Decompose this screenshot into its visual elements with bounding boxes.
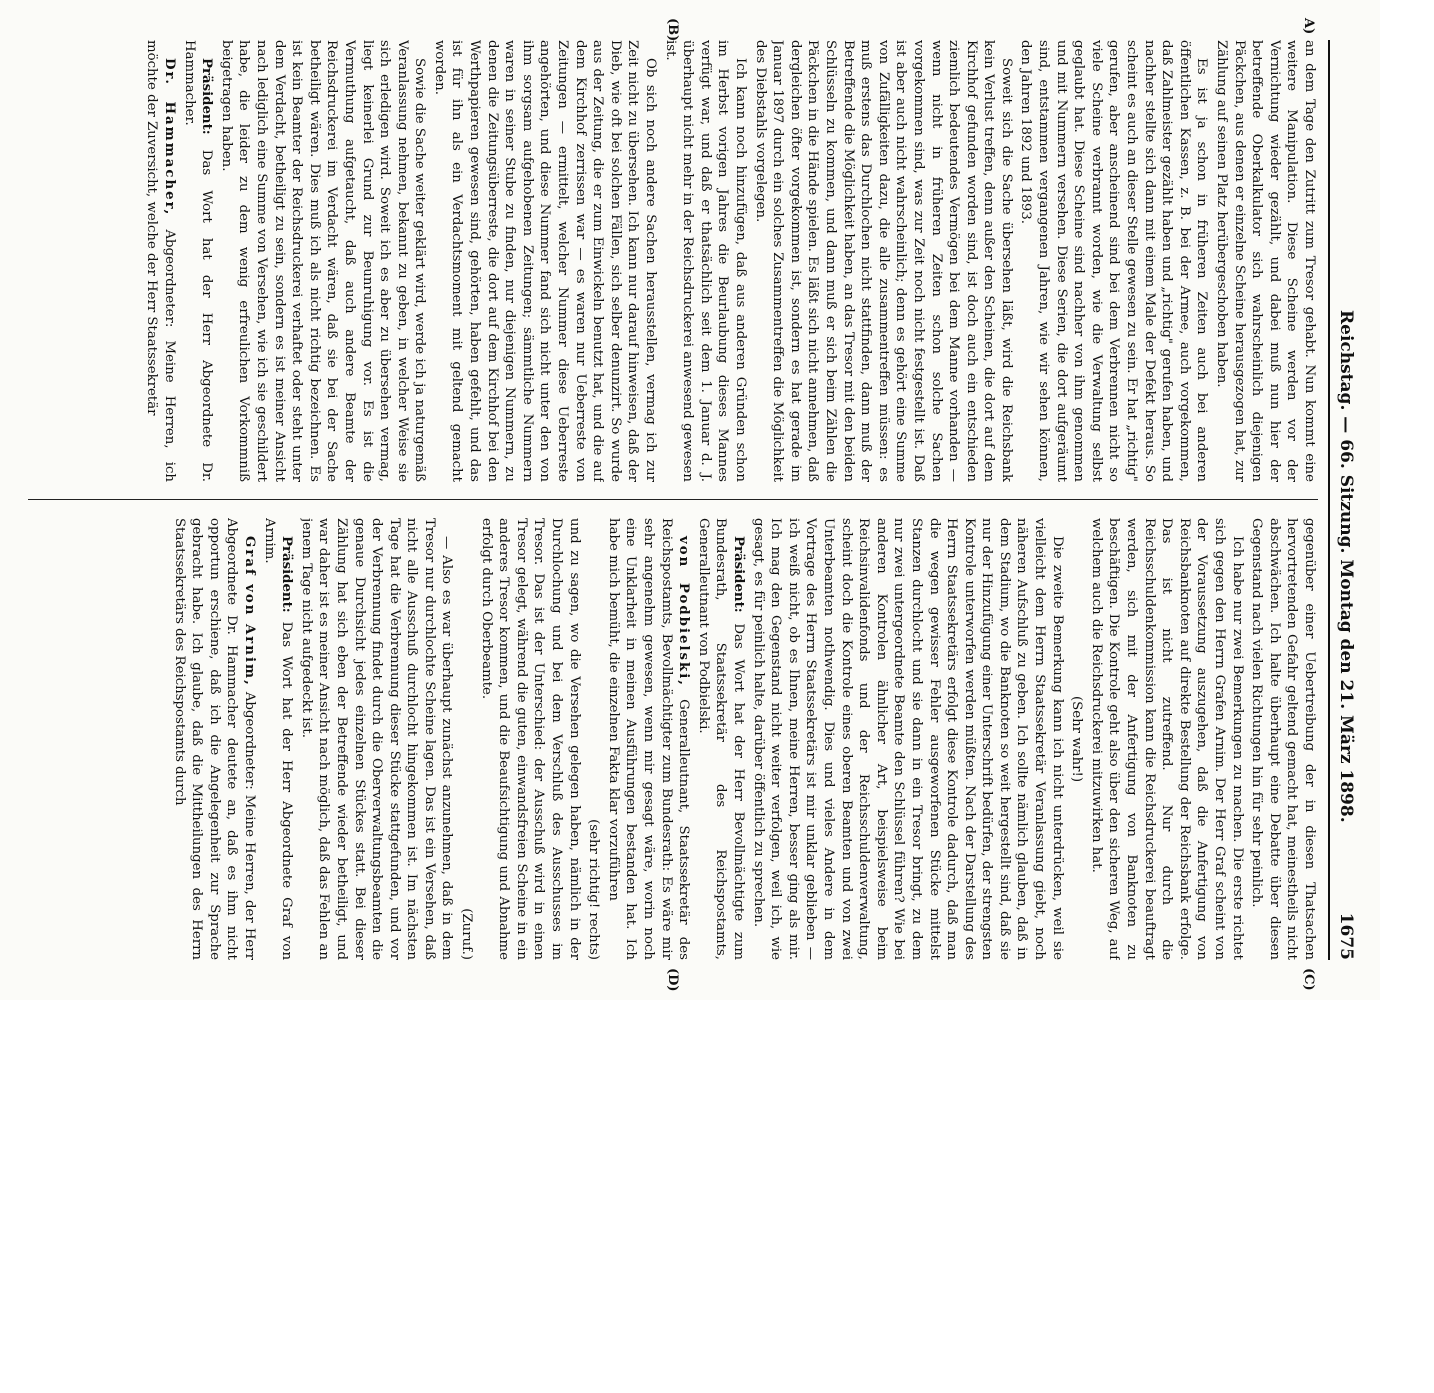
interjection: (sehr richtig! rechts) bbox=[586, 819, 602, 960]
speaker-role: Abgeordneter: bbox=[162, 229, 177, 328]
speaker-label: Graf von Arnim, bbox=[241, 536, 257, 687]
paragraph: Ob sich noch andere Sachen herausstellen, vermag ich zur Zeit nicht zu übersehen. Ich kann nur darauf hinweisen, daß der Dieb, wie oft bei solchen Fällen, sich selber denunzirt. So wurde aus der Zeitung, die er zum Einwickeln benutzt hat, und die auf dem Kirchhof zerrissen war — es waren nur Ueberreste von Zeitungen — ermittelt, welcher Nummer diese Ueberreste angehörten, und diese Nummer fand sich nicht unter den von ihm sorgsam aufgehobenen Zeitungen; sämmtliche Nummern waren in seiner Stube zu finden, nur diejenigen Nummern, zu denen die Zeitungsüberreste, die dort auf dem Kirchhof bei den Werthpapieren gewesen sind, gehörten, haben gefehlt, und das ist für ihn als ein Verdachtsmoment mit geltend gemacht worden. bbox=[431, 40, 659, 482]
speaker-turn bbox=[143, 40, 178, 482]
speech-text: Abgeordneter: Meine Herren, der Herr Abgeordnete Dr. Hammacher deutete an, daß es ihm nicht opportun erschiene, daß ich die Angelegenheit zur Sprache gebracht habe. Ich glaube, daß die Mittheilungen des Herrn Staatssekretärs des Reichspostamts durch bbox=[171, 518, 257, 960]
paragraph: Ich habe nur zwei Bemerkungen zu machen. Die erste richtet sich gegen den Herrn Grafen Arnim. Der Herr Graf scheint von der Voraussetzung auszugehen, daß die Anfertigung von Reichsbanknoten auf direkte Bestellung der Reichsbank erfolge. Das ist nicht zutreffend. Nur durch die Reichsschuldenkommission kann die Reichsdruckerei beauftragt werden, sich mit der Anfertigung von Banknoten zu beschäftigen. Die Kontrole geht also über den sicheren Weg, auf welchem auch die Reichsdruckerei mitzuwirken hat. bbox=[1088, 518, 1245, 960]
speaker-turn bbox=[694, 518, 747, 960]
paragraph: und zu sagen, wo die Versehen gelegen haben, nämlich in der Durchlochung und bei dem Verschluß des Ausschusses im Tresor. Das ist der Unterschied: der Ausschuß wird in einen Tresor gelegt, während die guten, einwandsfreien Scheine in ein anderes Tresor kommen, und die Beaufsichtigung und Abnahme erfolgt durch Oberbeamte. bbox=[478, 518, 582, 960]
interjection: (Sehr wahr!) bbox=[1069, 695, 1085, 783]
margin-mark-a: A) bbox=[1301, 18, 1316, 35]
margin-mark-b: (B) bbox=[665, 18, 680, 42]
speaker-label: Präsident: bbox=[199, 58, 215, 135]
speaker-label: Dr. Hammacher, bbox=[162, 58, 177, 217]
speech-text: Generalleutnant, Staatssekretär des Reichspostamts, Bevollmächtigter zum Bundesrath: Es wäre mir sehr angenehm gewesen, wenn mir gesagt wäre, worin noch eine Unklarheit in meinen Ausführungen bestanden hat. Ich habe mich bemüht, die einzelnen Fakta klar vorzuführen bbox=[605, 518, 692, 960]
paragraph: an dem Tage den Zutritt zum Tresor gehabt. Nun kommt eine weitere Manipulation. Diese Scheine werden vor der Vernichtung wieder gezählt, und dabei muß nun hier der betreffende Oberkalkulator sich wahrscheinlich diejenigen Päckchen, aus denen er einzelne Scheine herausgezogen hat, zur Zählung auf seinen Platz herübergeschoben haben. bbox=[1214, 40, 1317, 482]
speech-text: Das Wort hat der Herr Abgeordnete Dr. Hammacher. bbox=[181, 40, 215, 482]
page-header bbox=[1332, 40, 1358, 960]
digitization-credit bbox=[0, 0, 20, 1000]
header-title: Reichstag. — 66. Sitzung. Montag den 21. März 1898. bbox=[1336, 310, 1356, 823]
speaker-turn bbox=[170, 518, 258, 960]
speaker-turn bbox=[180, 40, 215, 482]
speaker-label: Präsident: bbox=[731, 536, 746, 613]
speaker-label: von Podbielski, bbox=[676, 536, 692, 687]
speaker-label: Präsident: bbox=[279, 536, 295, 613]
paragraph: Ich kann noch hinzufügen, daß aus anderen Gründen schon im Herbst vorigen Jahres die Beurlaubung dieses Mannes verfügt war, und daß er thatsächlich seit dem 1. Januar d. J. überhaupt nicht mehr in der Reichsdruckerei anwesend gewesen ist. bbox=[662, 40, 748, 482]
speech-text: Das Wort hat der Herr Bevollmächtigte zum Bundesrath, Staatssekretär des Reichspostamts, Generalleutnant von Podbielski. bbox=[695, 518, 746, 960]
column-divider bbox=[28, 499, 1318, 500]
page-number: 1675 bbox=[1336, 912, 1356, 960]
paragraph: gegenüber einer Uebertreibung der in diesen Thatsachen hervortretenden Gefahr geltend gemacht hat, meinestheils nicht abschwächen. Ich halte überhaupt eine Debatte über diesen Gegenstand nach vielen Richtungen hin für sehr peinlich. bbox=[1249, 518, 1317, 960]
margin-mark-d: (D) bbox=[665, 968, 680, 992]
paragraph: Es ist ja schon in früheren Zeiten auch bei anderen öffentlichen Kassen, z. B. bei der Armee, auch vorgekommen, daß Zahlmeister gezählt haben und „richtig" gerufen haben, und nachher stellte sich dann mit einem Male der Defekt heraus. So scheint es auch an dieser Stelle gewesen zu sein. Er hat „richtig" gerufen, aber anscheinend sind bei dem Verbrennen nicht so viele Scheine verbrannt worden, wie die Verwaltung selbst geglaubt hat. Diese Scheine sind nachher von ihm genommen und mit Nummern versehen. Diese Serien, die dort aufgeräumt sind, entstammen vergangenen Jahren, wie wir sehen können, den Jahren 1892 und 1893. bbox=[1018, 40, 1210, 482]
paragraph: Soweit sich die Sache übersehen läßt, wird die Reichsbank kein Verlust treffen, denn außer den Scheinen, die dort auf dem Kirchhof gefunden worden sind, ist doch auch ein entschieden ziemlich bedeutendes Vermögen bei dem Manne vorhanden — wenn nicht in früheren Zeiten schon solche Sachen vorgekommen sind, was zur Zeit noch nicht festgestellt ist. Daß ist aber auch nicht wahrscheinlich; denn es gehört eine Summe von Zufälligkeiten dazu, die alle zusammentreffen müssen: es muß erstens das Durchlochen nicht stattfinden, dann muß der Betreffende die Möglichkeit haben, an das Tresor mit den beiden Schlüsseln zu kommen, und dann muß er sich beim Zählen die Päckchen in die Hände spielen. Es läßt sich nicht annehmen, daß dergleichen öfter vorgekommen ist, sondern es hat gerade im Januar 1897 durch ein solches Zusammentreffen die Möglichkeit des Diebstahls vorgelegen. bbox=[752, 40, 1014, 482]
paragraph: Sowie die Sache weiter geklärt wird, werde ich ja naturgemäß Veranlassung nehmen, bekannt zu geben, in welcher Weise sie sich erledigen wird. Soweit ich es aber zu übersehen vermag, liegt keinerlei Grund zur Beunruhigung vor. Es ist die Vermuthung aufgetaucht, daß auch andere Beamte der Reichsdruckerei im Verdacht wären, daß sie bei der Sache betheiligt wären. Dies muß ich als nicht richtig bezeichnen. Es ist kein Beamter der Reichsdruckerei verhaftet oder steht unter dem Verdacht, betheiligt zu sein, sondern es ist meiner Ansicht nach lediglich eine Summe von Versehen, wie ich sie geschildert habe, die leider zu dem wenig erfreulichen Vorkommniß beigetragen haben. bbox=[218, 40, 428, 482]
right-column bbox=[28, 518, 1318, 960]
speaker-turn bbox=[260, 518, 295, 960]
header-rule bbox=[1328, 40, 1330, 960]
speaker-turn bbox=[604, 518, 692, 960]
paragraph: Die zweite Bemerkung kann ich nicht unterdrücken, weil sie vielleicht dem Herrn Staatssekretär Veranlassung giebt, noch näheren Aufschluß zu geben. Ich sollte nämlich glauben, daß in dem Stadium, wo die Banknoten so weit hergestellt sind, daß sie nur der Hinzufügung einer Unterschrift bedürfen, der strengsten Kontrole unterworfen werden müßten. Nach der Darstellung des Herrn Staatssekretärs erfolgt diese Kontrole dadurch, daß man die wegen gewisser Fehler ausgeworfenen Stücke mittelst Stanzen durchlocht und sie dann in ein Tresor bringt, zu dem nur zwei untergeordnete Beamte den Schlüssel führen? Wie bei anderen Kontrolen ähnlicher Art, beispielsweise beim Reichsinvalidenfonds und der Reichsschuldenverwaltung, scheint doch die Kontrole eines oberen Beamten und von zwei Unterbeamten nothwendig. Dies und vieles Andere in dem Vortrage des Herrn Staatssekretärs ist mir unklar geblieben — ich weiß nicht, ob es Ihnen, meine Herren, besser ging als mir. Ich mag den Gegenstand nicht weiter verfolgen, weil ich, wie gesagt, es für peinlich halte, darüber öffentlich zu sprechen. bbox=[750, 518, 1065, 960]
speech-text: Meine Herren, ich möchte der Zuversicht, welche der Herr Staatssekretär bbox=[144, 40, 177, 482]
interjection: (Zuruf.) bbox=[459, 908, 475, 960]
speech-text: Das Wort hat der Herr Abgeordnete Graf von Arnim. bbox=[261, 518, 295, 960]
paragraph: — Also es war überhaupt zunächst anzunehmen, daß in dem Tresor nur durchlochte Scheine lagen. Das ist ein Versehen, daß nicht alle Ausschuß durchlocht hingekommen ist. Im nächsten Tage hat die Verbrennung dieser Stücke stattgefunden, und vor der Verbrennung findet durch die Oberverwaltungsbeamten die genaue Durchsicht jedes einzelnen Stückes statt. Bei dieser Zählung hat sich eben der Betreffende wieder betheiligt, und war daher ist es meiner Ansicht nach möglich, daß das Fehlen an jenem Tage nicht aufgedeckt ist. bbox=[298, 518, 455, 960]
margin-mark-c: (C) bbox=[1301, 968, 1316, 991]
left-column bbox=[28, 40, 1318, 482]
